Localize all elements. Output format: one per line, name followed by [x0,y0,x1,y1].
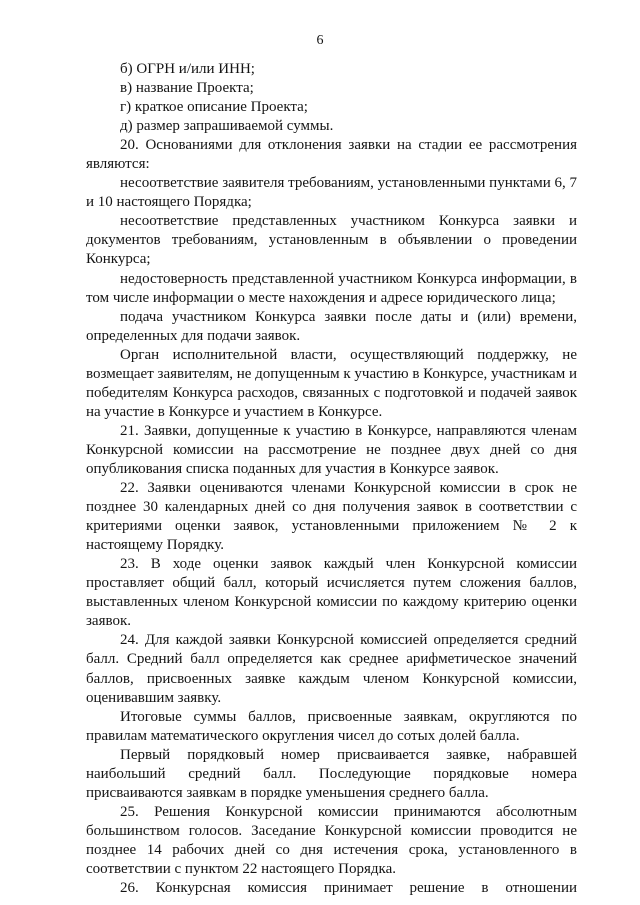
paragraph-clause-23: 23. В ходе оценки заявок каждый член Конкурсной комиссии проставляет общий балл, который исчисляется путем сложения баллов, выставленных членом Конкурсной комиссии по каждому критерию оценки заявок. [86,556,577,630]
paragraph-rejection-reason-3: недостоверность представленной участником Конкурса информации, в том числе информации о месте нахождения и адресе юридического лица; [86,270,577,306]
paragraph-rounding: Итоговые суммы баллов, присвоенные заявкам, округляются по правилам математического округления чисел до сотых долей балла. [86,708,577,744]
paragraph-clause-24: 24. Для каждой заявки Конкурсной комиссией определяется средний балл. Средний балл определяется как среднее арифметическое значений баллов, присвоенных заявке каждым членом Конкурсной комиссии, оценивавшим заявку. [86,632,577,706]
paragraph-rejection-reason-2: несоответствие представленных участником Конкурса заявки и документов требованиям, установленным в объявлении о проведении Конкурса; [86,213,577,268]
paragraph-clause-25: 25. Решения Конкурсной комиссии принимаются абсолютным большинством голосов. Заседание Конкурсной комиссии проводится не позднее 14 рабочих дней со дня истечения срока, установленного в соответствии с пунктом 22 настоящего Порядка. [86,803,577,877]
document-body [86,60,577,898]
paragraph-clause-20: 20. Основаниями для отклонения заявки на стадии ее рассмотрения являются: [86,137,577,173]
paragraph-clause-26: 26. Конкурсная комиссия принимает решение в отношении [120,880,577,897]
paragraph-item-v: в) название Проекта; [120,80,254,97]
paragraph-rejection-reason-4: подача участником Конкурса заявки после даты и (или) времени, определенных для подачи заявок. [86,308,577,344]
paragraph-item-b: б) ОГРН и/или ИНН; [120,61,255,77]
paragraph-ranking: Первый порядковый номер присваивается заявке, набравшей наибольший средний балл. Последующие порядковые номера присваиваются заявкам в порядке уменьшения среднего балла. [86,746,577,801]
paragraph-item-d: д) размер запрашиваемой суммы. [120,118,334,135]
paragraph-clause-22: 22. Заявки оцениваются членами Конкурсной комиссии в срок не позднее 30 календарных дней со дня получения заявок в соответствии с критериями оценки заявок, установленными приложением № 2 к настоящему Порядку. [86,480,577,554]
paragraph-rejection-reason-1: несоответствие заявителя требованиям, установленными пунктами 6, 7 и 10 настоящего Порядка; [86,175,577,211]
paragraph-item-g: г) краткое описание Проекта; [120,99,308,116]
paragraph-expenses: Орган исполнительной власти, осуществляющий поддержку, не возмещает заявителям, не допущенным к участию в Конкурсе, участникам и победителям Конкурса расходов, связанных с подготовкой и подачей заявок на участие в Конкурсе и участием в Конкурсе. [86,346,577,420]
page-number: 6 [316,33,324,48]
paragraph-clause-21: 21. Заявки, допущенные к участию в Конкурсе, направляются членам Конкурсной комиссии на рассмотрение не позднее двух дней со дня опубликования списка поданных для участия в Конкурсе заявок. [86,422,577,477]
